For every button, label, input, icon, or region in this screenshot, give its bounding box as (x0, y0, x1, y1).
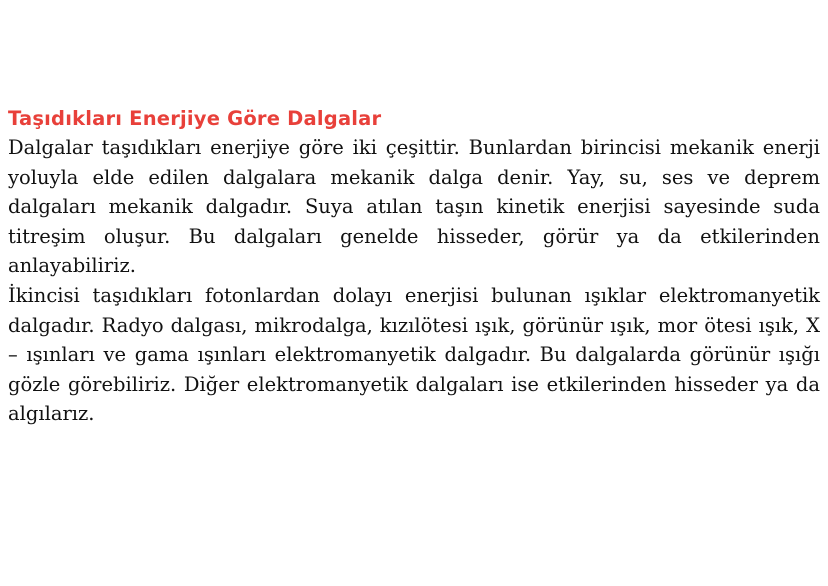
document-body (8, 105, 820, 429)
paragraph-mechanical-waves: Dalgalar taşıdıkları enerjiye göre iki çeşittir. Bunlardan birincisi mekanik enerji yoluyla elde edilen dalgalara mekanik dalga denir. Yay, su, ses ve deprem dalgaları mekanik dalgadır. Suya atılan taşın kinetik enerjisi sayesinde suda titreşim oluşur. Bu dalgaları genelde hisseder, görür ya da etkilerinden anlayabiliriz. (8, 136, 820, 278)
section-heading: Taşıdıkları Enerjiye Göre Dalgalar (8, 107, 382, 130)
paragraph-electromagnetic-waves: İkincisi taşıdıkları fotonlardan dolayı enerjisi bulunan ışıklar elektromanyetik dalgadır. Radyo dalgası, mikrodalga, kızılötesi ışık, görünür ışık, mor ötesi ışık, X – ışınları ve gama ışınları elektromanyetik dalgadır. Bu dalgalarda görünür ışığı gözle görebiliriz. Diğer elektromanyetik dalgaları ise etkilerinden hisseder ya da algılarız. (8, 283, 820, 426)
